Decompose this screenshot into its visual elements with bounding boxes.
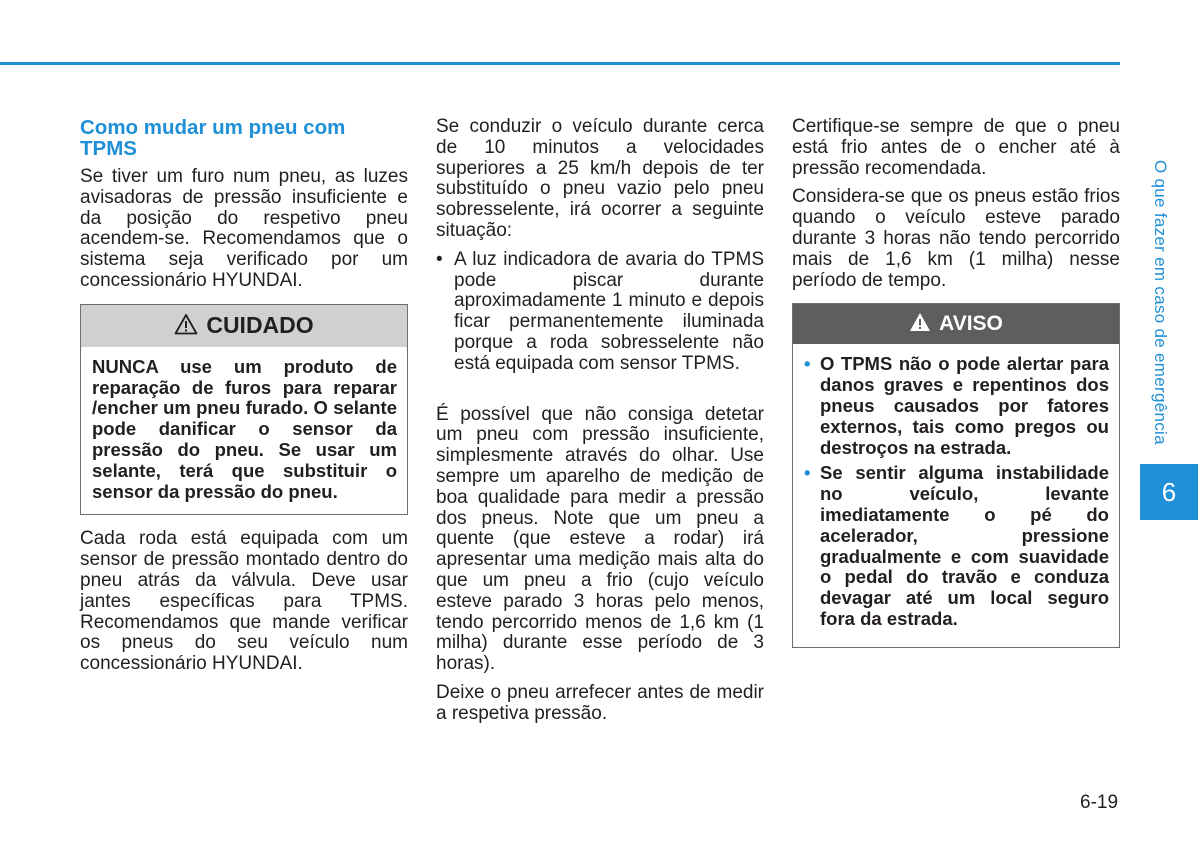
chapter-tab [1140, 464, 1198, 520]
cool-down-paragraph: Deixe o pneu arrefecer antes de medir a respetiva pressão. [436, 681, 764, 724]
chapter-title [1150, 160, 1174, 460]
warning-triangle-outline-icon [174, 313, 198, 338]
warning-header [793, 304, 1119, 344]
caution-body [81, 347, 407, 515]
spare-tire-paragraph: Se conduzir o veículo durante cerca de 10 minutos a velocidades superiores a 25 km/h depois de ter substituído o pneu vazio pelo pneu sobresselente, irá ocorrer a seguinte situação: [436, 116, 764, 241]
list-item-text: A luz indicadora de avaria do TPMS pode piscar durante aproximadamente 1 minuto e depois ficar permanentemente iluminada porque a roda sobresselente não está equipada com sensor TPMS. [454, 248, 764, 374]
warning-title: AVISO [939, 311, 1003, 335]
intro-paragraph: Se tiver um furo num pneu, as luzes avisadoras de pressão insuficiente e da posição do respetivo pneu acendem-se. Recomendamos que o sistema seja verificado por um concessionário HYUNDAI. [80, 166, 408, 291]
bullet-marker: • [804, 353, 811, 375]
warning-triangle-filled-icon [909, 312, 931, 337]
sensor-paragraph: Cada roda está equipada com um sensor de pressão montado dentro do pneu atrás da válvula. Deve usar jantes específicas para TPMS. Recomendamos que mande verificar os pneus do seu veículo num concessionário HYUNDAI. [80, 528, 408, 675]
chapter-title-text: O que fazer em caso de emergência [1151, 160, 1170, 445]
warning-body [793, 344, 1119, 646]
header-rule [0, 62, 1120, 65]
situation-list [436, 250, 764, 375]
warning-list [804, 354, 1109, 629]
caution-text: NUNCA use um produto de reparação de furos para reparar /encher um pneu furado. O selante pode danificar o sensor da pressão do pneu. Se usar um selante, terá que substituir o sensor da pressão do pneu. [92, 355, 397, 502]
cold-definition-paragraph: Considera-se que os pneus estão frios quando o veículo esteve parado durante 3 horas não tendo percorrido mais de 1,6 km (1 milha) nesse período de tempo. [792, 186, 1120, 291]
column-right [792, 117, 1120, 662]
bullet-marker: • [436, 248, 443, 270]
bullet-marker: • [804, 462, 811, 484]
list-item [804, 463, 1109, 629]
section-heading: Como mudar um pneu com TPMS [80, 116, 346, 160]
cold-tire-paragraph: Certifique-se sempre de que o pneu está frio antes de o encher até à pressão recomendada. [792, 116, 1120, 179]
list-item-text: O TPMS não o pode alertar para danos graves e repentinos dos pneus causados por fatores externos, tais como pregos ou destroços na estrada. [820, 353, 1109, 458]
column-middle [436, 117, 764, 733]
list-item-text: Se sentir alguma instabilidade no veículo, levante imediatamente o pé do acelerador, pressione gradualmente e com suavidade o pedal do travão e conduza devagar até um local seguro fora da estrada. [820, 462, 1109, 629]
column-left [80, 117, 408, 683]
page-number: 6-19 [1080, 792, 1119, 813]
warning-box [792, 303, 1120, 647]
list-item [436, 250, 764, 375]
caution-title: CUIDADO [206, 312, 314, 339]
list-item [804, 354, 1109, 458]
caution-box [80, 304, 408, 516]
caution-header [81, 305, 407, 347]
pressure-check-paragraph: É possível que não consiga detetar um pneu com pressão insuficiente, simplesmente através do olhar. Use sempre um aparelho de medição de boa qualidade para medir a pressão dos pneus. Note que um pneu a quente (que esteve a rodar) irá apresentar uma medição mais alta do que um pneu a frio (cujo veículo esteve parado 3 horas pelo menos, tendo percorrido menos de 1,6 km (1 milha) durante esse período de 3 horas). [436, 403, 764, 675]
chapter-number: 6 [1161, 476, 1177, 507]
